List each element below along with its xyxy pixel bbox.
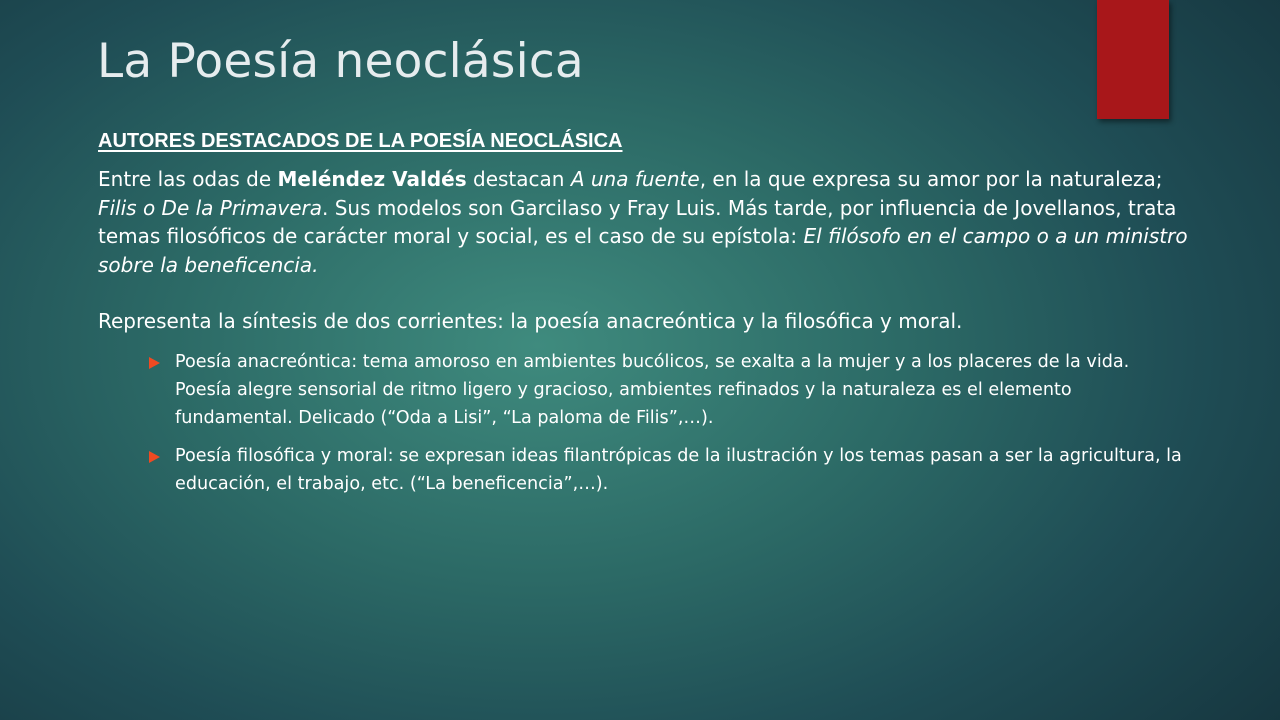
work-title: El filósofo en el campo o a un ministro sobre la beneficencia.	[98, 224, 1188, 277]
slide-body	[98, 126, 1198, 508]
list-item	[175, 442, 1185, 498]
paragraph-text: destacan	[466, 167, 571, 191]
work-title: A una fuente	[570, 167, 700, 191]
bullet-text: Poesía filosófica y moral: se expresan ideas filantrópicas de la ilustración y los temas pasan a ser la agricultura, la educación, el trabajo, etc. (“La beneficencia”,…).	[175, 445, 1182, 494]
bullet-text: Poesía anacreóntica: tema amoroso en ambientes bucólicos, se exalta a la mujer y a los placeres de la vida. Poesía alegre sensorial de ritmo ligero y gracioso, ambientes refinados y la naturaleza es el elemento fundamental. Delicado (“Oda a Lisi”, “La paloma de Filis”,…).	[175, 351, 1130, 428]
section-subtitle: AUTORES DESTACADOS DE LA POESÍA NEOCLÁSICA	[98, 130, 623, 152]
right-triangle-arrow-icon	[149, 451, 160, 463]
slide-title: La Poesía neoclásica	[97, 34, 584, 89]
paragraph-text: Entre las odas de	[98, 167, 278, 191]
author-name: Meléndez Valdés	[277, 167, 467, 191]
paragraph-text: . Sus modelos son Garcilaso y Fray Luis. Más tarde, por influencia de Jovellanos, trata temas filosóficos de carácter moral y social, es el caso de su epístola:	[98, 195, 1177, 248]
paragraph-melendez-valdes	[98, 165, 1190, 279]
paragraph-synthesis: Representa la síntesis de dos corrientes: la poesía anacreóntica y la filosófica y moral.	[98, 309, 963, 333]
paragraph-text: , en la que expresa su amor por la naturaleza;	[699, 167, 1163, 191]
accent-bar	[1097, 0, 1169, 119]
right-triangle-arrow-icon	[149, 357, 160, 369]
list-item	[175, 348, 1185, 432]
work-title: Filis o De la Primavera	[98, 195, 322, 220]
bullet-list	[98, 348, 1198, 498]
